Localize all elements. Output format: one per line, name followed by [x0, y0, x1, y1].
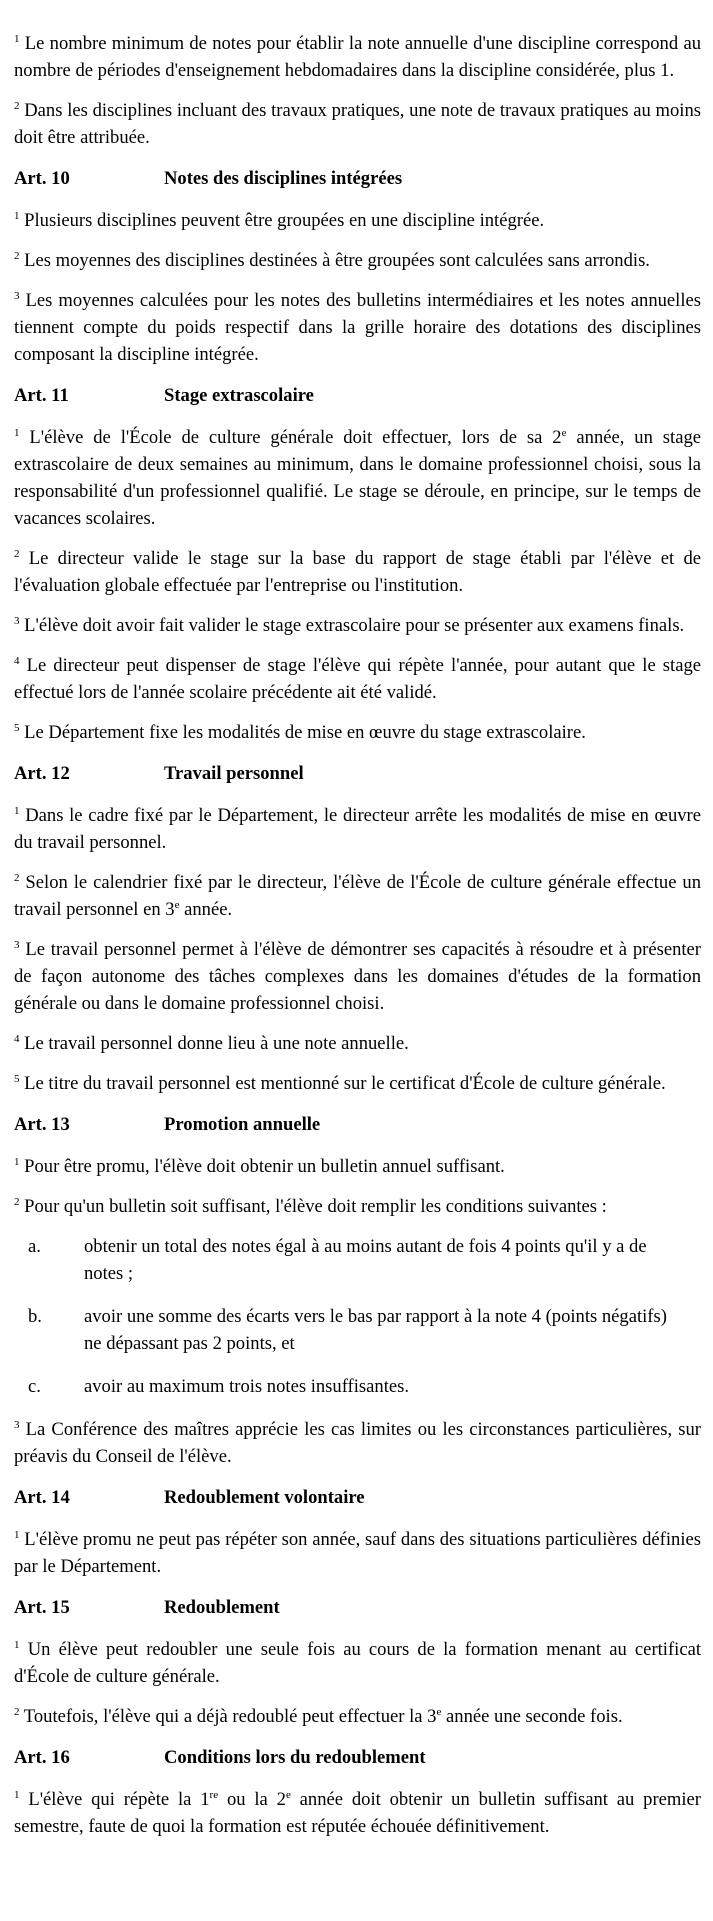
list-item-letter: b. — [28, 1306, 42, 1327]
paragraph — [14, 802, 701, 856]
paragraph-text: Plusieurs disciplines peuvent être groupées en une discipline intégrée. — [19, 210, 545, 231]
paragraph-text: Toutefois, l'élève qui a déjà redoublé peut effectuer la 3 — [19, 1706, 437, 1727]
paragraph — [14, 1636, 701, 1690]
ordinal-suffix: re — [209, 1788, 219, 1801]
article-title: Travail personnel — [164, 763, 304, 784]
paragraph — [14, 1786, 701, 1840]
paragraph-number: 1 — [14, 32, 20, 45]
paragraph — [14, 1526, 701, 1580]
article-heading — [14, 165, 701, 192]
paragraph-number: 1 — [14, 1528, 20, 1541]
paragraph-number: 2 — [14, 1705, 20, 1718]
paragraph — [14, 936, 701, 1017]
paragraph-text: Selon le calendrier fixé par le directeur, l'élève de l'École de culture générale effectue un travail personnel en 3 — [14, 872, 701, 920]
list-item — [14, 1373, 701, 1400]
ordinal-suffix: e — [174, 898, 180, 911]
article-number: Art. 14 — [14, 1487, 70, 1508]
paragraph-number: 3 — [14, 614, 20, 627]
paragraph-text: Le nombre minimum de notes pour établir la note annuelle d'une discipline correspond au nombre de périodes d'enseignement hebdomadaires dans la discipline considérée, plus 1. — [14, 33, 701, 81]
paragraph-text: Le directeur valide le stage sur la base du rapport de stage établi par l'élève et de l'évaluation globale effectuée par l'entreprise ou l'institution. — [14, 548, 701, 596]
paragraph-text: La Conférence des maîtres apprécie les cas limites ou les circonstances particulières, sur préavis du Conseil de l'élève. — [14, 1419, 701, 1467]
paragraph — [14, 719, 701, 746]
paragraph-text: Un élève peut redoubler une seule fois au cours de la formation menant au certificat d'École de culture générale. — [14, 1639, 701, 1687]
paragraph — [14, 1703, 701, 1730]
paragraph-number: 5 — [14, 721, 20, 734]
paragraph — [14, 424, 701, 532]
article-heading — [14, 1484, 701, 1511]
article-title: Promotion annuelle — [164, 1114, 321, 1135]
paragraph-text: L'élève promu ne peut pas répéter son année, sauf dans des situations particulières définies par le Département. — [14, 1529, 701, 1577]
article-title: Redoublement volontaire — [164, 1487, 365, 1508]
list-item — [14, 1233, 701, 1287]
article-title: Stage extrascolaire — [164, 385, 314, 406]
article-number: Art. 13 — [14, 1114, 70, 1135]
paragraph — [14, 1153, 701, 1180]
paragraph-text: Le titre du travail personnel est mentionné sur le certificat d'École de culture générale. — [19, 1073, 666, 1094]
paragraph-number: 1 — [14, 804, 20, 817]
paragraph-text: Le directeur peut dispenser de stage l'élève qui répète l'année, pour autant que le stage effectué lors de l'année scolaire précédente ait été validé. — [14, 655, 701, 703]
paragraph — [14, 1416, 701, 1470]
paragraph-number: 2 — [14, 249, 20, 262]
paragraph — [14, 1193, 701, 1220]
paragraph-text: Dans le cadre fixé par le Département, le directeur arrête les modalités de mise en œuvre du travail personnel. — [14, 805, 701, 853]
paragraph-number: 1 — [14, 426, 20, 439]
ordinal-suffix: e — [436, 1705, 442, 1718]
paragraph-number: 3 — [14, 938, 20, 951]
article-number: Art. 16 — [14, 1747, 70, 1768]
article-heading — [14, 760, 701, 787]
ordinal-suffix: e — [561, 426, 567, 439]
list-item-letter: a. — [28, 1236, 41, 1257]
paragraph-text: Le travail personnel permet à l'élève de démontrer ses capacités à résoudre et à présenter de façon autonome des tâches complexes dans les domaines d'études de la formation générale ou dans le domaine professionnel choisi. — [14, 939, 701, 1014]
paragraph — [14, 287, 701, 368]
paragraph — [14, 207, 701, 234]
paragraph-text: année. — [179, 899, 233, 920]
paragraph-number: 2 — [14, 871, 20, 884]
paragraph-number: 4 — [14, 654, 20, 667]
paragraph — [14, 869, 701, 923]
paragraph — [14, 1070, 701, 1097]
list-item-letter: c. — [28, 1376, 41, 1397]
paragraph-text: Dans les disciplines incluant des travaux pratiques, une note de travaux pratiques au moins doit être attribuée. — [14, 100, 701, 148]
article-title: Notes des disciplines intégrées — [164, 168, 403, 189]
paragraph — [14, 30, 701, 84]
paragraph-text: année doit obtenir un bulletin suffisant au premier semestre, faute de quoi la formation est réputée échouée définitivement. — [14, 1789, 701, 1837]
paragraph-number: 1 — [14, 209, 20, 222]
paragraph-number: 1 — [14, 1638, 20, 1651]
paragraph-text: Les moyennes calculées pour les notes des bulletins intermédiaires et les notes annuelles tiennent compte du poids respectif dans la grille horaire des dotations des disciplines composant la discipline intégrée. — [14, 290, 701, 365]
paragraph-text: L'élève qui répète la 1 — [19, 1789, 210, 1810]
article-heading — [14, 382, 701, 409]
paragraph — [14, 97, 701, 151]
paragraph — [14, 1030, 701, 1057]
paragraph-text: année, un stage extrascolaire de deux semaines au minimum, dans le domaine professionnel choisi, sous la responsabilité d'un professionnel qualifié. Le stage se déroule, en principe, sur le temps de vacances scolaires. — [14, 427, 701, 529]
list-item-text: avoir au maximum trois notes insuffisantes. — [84, 1376, 410, 1397]
paragraph-text: Pour qu'un bulletin soit suffisant, l'élève doit remplir les conditions suivantes : — [19, 1196, 607, 1217]
paragraph-number: 3 — [14, 289, 20, 302]
paragraph-text: Le Département fixe les modalités de mise en œuvre du stage extrascolaire. — [19, 722, 586, 743]
ordinal-suffix: e — [285, 1788, 291, 1801]
article-number: Art. 12 — [14, 763, 70, 784]
paragraph-number: 2 — [14, 1195, 20, 1208]
article-heading — [14, 1594, 701, 1621]
article-heading — [14, 1111, 701, 1138]
article-number: Art. 15 — [14, 1597, 70, 1618]
paragraph-text: L'élève doit avoir fait valider le stage extrascolaire pour se présenter aux examens finals. — [19, 615, 685, 636]
paragraph-number: 3 — [14, 1418, 20, 1431]
paragraph — [14, 652, 701, 706]
paragraph — [14, 247, 701, 274]
paragraph-text: ou la 2 — [218, 1789, 286, 1810]
paragraph — [14, 545, 701, 599]
paragraph-text: Les moyennes des disciplines destinées à être groupées sont calculées sans arrondis. — [19, 250, 650, 271]
article-title: Conditions lors du redoublement — [164, 1747, 426, 1768]
paragraph-text: Le travail personnel donne lieu à une note annuelle. — [19, 1033, 409, 1054]
article-number: Art. 10 — [14, 168, 70, 189]
paragraph-text: année une seconde fois. — [441, 1706, 623, 1727]
paragraph-number: 4 — [14, 1032, 20, 1045]
list-item — [14, 1303, 701, 1357]
paragraph-text: Pour être promu, l'élève doit obtenir un bulletin annuel suffisant. — [19, 1156, 505, 1177]
paragraph-number: 1 — [14, 1155, 20, 1168]
paragraph — [14, 612, 701, 639]
paragraph-number: 1 — [14, 1788, 20, 1801]
article-title: Redoublement — [164, 1597, 280, 1618]
paragraph-number: 5 — [14, 1072, 20, 1085]
paragraph-number: 2 — [14, 547, 20, 560]
paragraph-text: L'élève de l'École de culture générale doit effectuer, lors de sa 2 — [19, 427, 562, 448]
article-number: Art. 11 — [14, 385, 69, 406]
article-heading — [14, 1744, 701, 1771]
list-item-text: avoir une somme des écarts vers le bas par rapport à la note 4 (points négatifs) ne dépassant pas 2 points, et — [84, 1306, 667, 1354]
paragraph-number: 2 — [14, 99, 20, 112]
list-item-text: obtenir un total des notes égal à au moins autant de fois 4 points qu'il y a de notes ; — [84, 1236, 647, 1284]
